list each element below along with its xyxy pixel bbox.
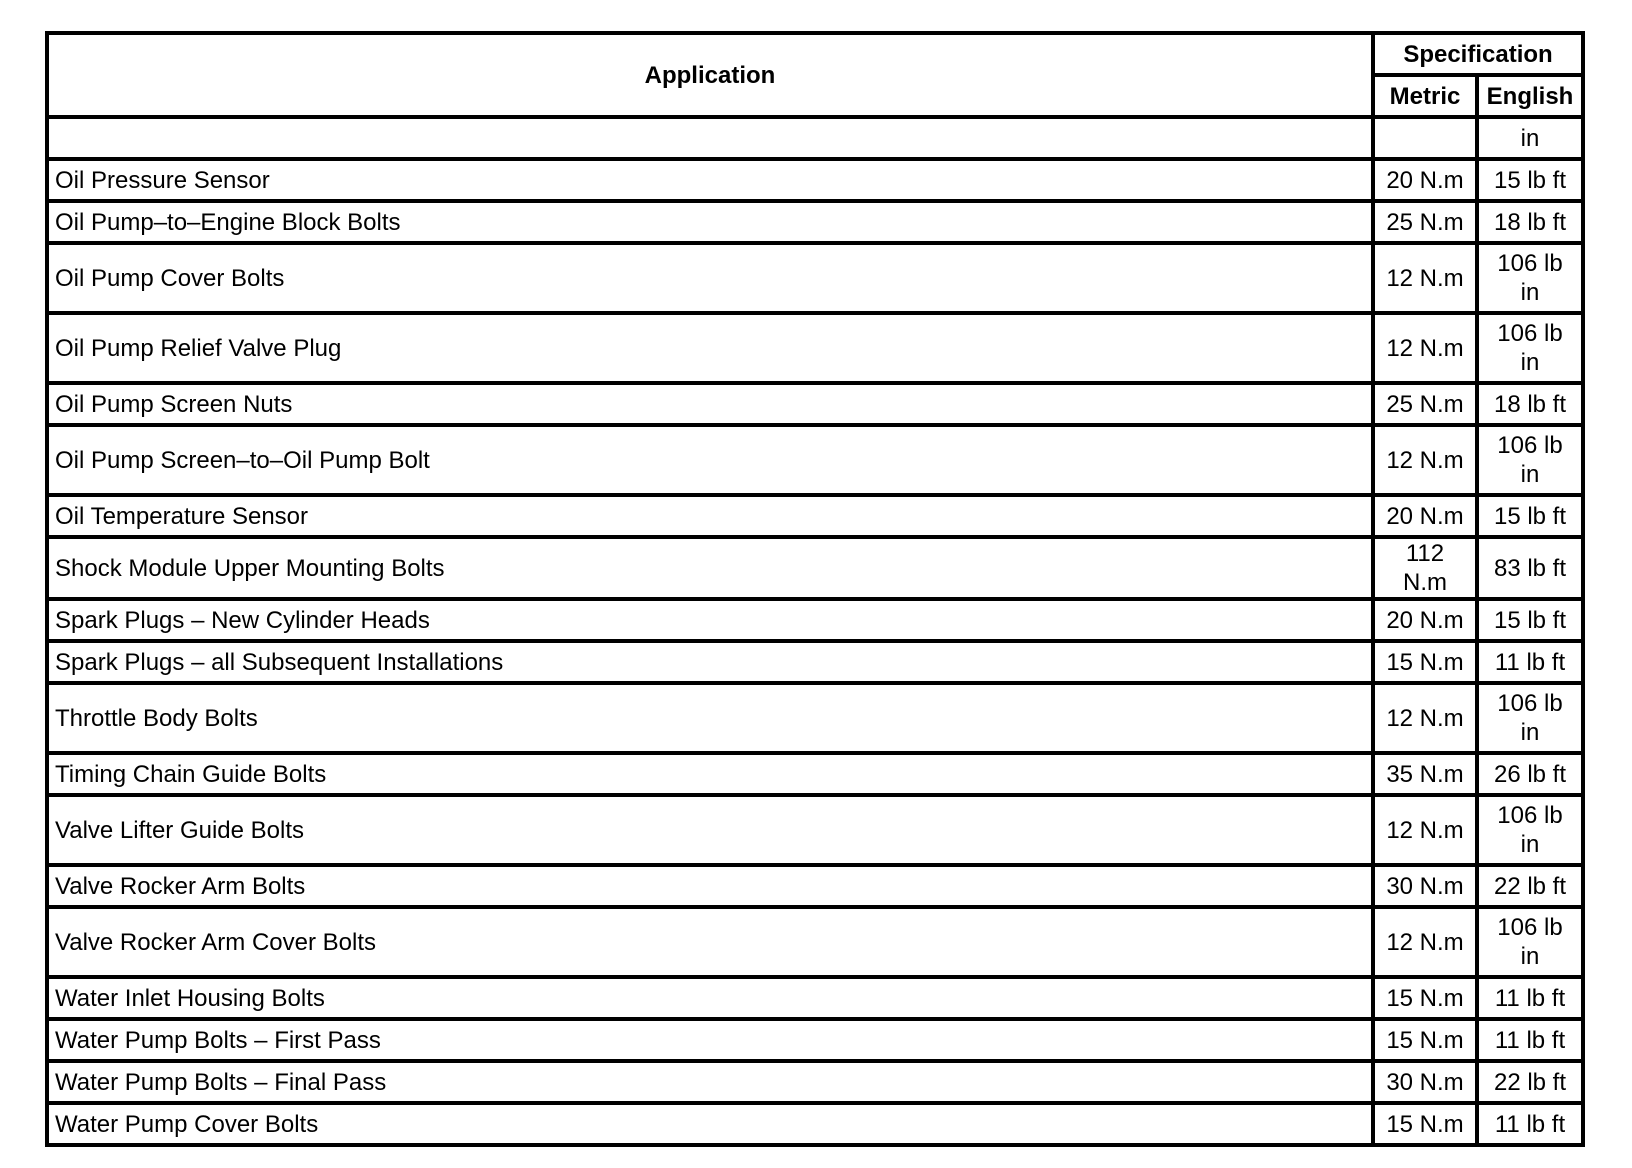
table-row <box>47 1103 1583 1145</box>
row-application: Water Pump Bolts – Final Pass <box>47 1061 1373 1103</box>
row-application: Oil Pressure Sensor <box>47 159 1373 201</box>
table-row <box>47 907 1583 977</box>
row-application: Throttle Body Bolts <box>47 683 1373 753</box>
row-metric: 20 N.m <box>1373 599 1477 641</box>
table-row <box>47 1019 1583 1061</box>
row-metric: 25 N.m <box>1373 383 1477 425</box>
row-application: Oil Pump Cover Bolts <box>47 243 1373 313</box>
row-english: 18 lb ft <box>1477 383 1583 425</box>
header-application: Application <box>47 33 1373 117</box>
row-application: Water Inlet Housing Bolts <box>47 977 1373 1019</box>
row-application: Water Pump Cover Bolts <box>47 1103 1373 1145</box>
row-application: Valve Rocker Arm Cover Bolts <box>47 907 1373 977</box>
subheader-row <box>47 117 1583 159</box>
row-application: Oil Pump–to–Engine Block Bolts <box>47 201 1373 243</box>
row-metric: 30 N.m <box>1373 1061 1477 1103</box>
row-english: 106 lb in <box>1477 907 1583 977</box>
row-english: 15 lb ft <box>1477 159 1583 201</box>
row-metric: 30 N.m <box>1373 865 1477 907</box>
subheader-metric <box>1373 117 1477 159</box>
row-application: Timing Chain Guide Bolts <box>47 753 1373 795</box>
row-metric: 12 N.m <box>1373 795 1477 865</box>
table-row <box>47 683 1583 753</box>
row-english: 22 lb ft <box>1477 865 1583 907</box>
header-english: English <box>1477 75 1583 117</box>
row-application: Water Pump Bolts – First Pass <box>47 1019 1373 1061</box>
table-row <box>47 795 1583 865</box>
row-metric: 35 N.m <box>1373 753 1477 795</box>
row-english: 15 lb ft <box>1477 495 1583 537</box>
row-english: 11 lb ft <box>1477 641 1583 683</box>
subheader-application <box>47 117 1373 159</box>
row-metric: 12 N.m <box>1373 425 1477 495</box>
table-row <box>47 383 1583 425</box>
row-english: 15 lb ft <box>1477 599 1583 641</box>
row-metric: 25 N.m <box>1373 201 1477 243</box>
row-application: Oil Pump Screen Nuts <box>47 383 1373 425</box>
torque-spec-table <box>45 31 1585 1147</box>
row-english: 26 lb ft <box>1477 753 1583 795</box>
row-english: 22 lb ft <box>1477 1061 1583 1103</box>
table-row <box>47 1061 1583 1103</box>
row-metric: 20 N.m <box>1373 495 1477 537</box>
row-metric: 12 N.m <box>1373 907 1477 977</box>
row-application: Oil Temperature Sensor <box>47 495 1373 537</box>
row-metric: 12 N.m <box>1373 313 1477 383</box>
table-row <box>47 425 1583 495</box>
table-row <box>47 537 1583 599</box>
row-application: Valve Rocker Arm Bolts <box>47 865 1373 907</box>
row-application: Oil Pump Screen–to–Oil Pump Bolt <box>47 425 1373 495</box>
table-row <box>47 753 1583 795</box>
table-row <box>47 159 1583 201</box>
table-row <box>47 243 1583 313</box>
row-english: 106 lb in <box>1477 795 1583 865</box>
row-english: 83 lb ft <box>1477 537 1583 599</box>
row-metric: 15 N.m <box>1373 1103 1477 1145</box>
row-metric: 15 N.m <box>1373 977 1477 1019</box>
row-english: 18 lb ft <box>1477 201 1583 243</box>
row-metric: 20 N.m <box>1373 159 1477 201</box>
subheader-english: in <box>1477 117 1583 159</box>
row-metric: 12 N.m <box>1373 683 1477 753</box>
row-application: Spark Plugs – all Subsequent Installations <box>47 641 1373 683</box>
row-application: Valve Lifter Guide Bolts <box>47 795 1373 865</box>
row-metric: 12 N.m <box>1373 243 1477 313</box>
row-english: 11 lb ft <box>1477 1103 1583 1145</box>
row-english: 11 lb ft <box>1477 1019 1583 1061</box>
row-metric: 15 N.m <box>1373 641 1477 683</box>
row-metric: 112 N.m <box>1373 537 1477 599</box>
header-specification: Specification <box>1373 33 1583 75</box>
row-application: Spark Plugs – New Cylinder Heads <box>47 599 1373 641</box>
table-row <box>47 313 1583 383</box>
row-english: 11 lb ft <box>1477 977 1583 1019</box>
table-row <box>47 641 1583 683</box>
row-english: 106 lb in <box>1477 313 1583 383</box>
row-application: Shock Module Upper Mounting Bolts <box>47 537 1373 599</box>
table-row <box>47 201 1583 243</box>
table-row <box>47 495 1583 537</box>
row-application: Oil Pump Relief Valve Plug <box>47 313 1373 383</box>
row-english: 106 lb in <box>1477 425 1583 495</box>
row-english: 106 lb in <box>1477 243 1583 313</box>
table-row <box>47 599 1583 641</box>
row-metric: 15 N.m <box>1373 1019 1477 1061</box>
table-row <box>47 977 1583 1019</box>
header-metric: Metric <box>1373 75 1477 117</box>
row-english: 106 lb in <box>1477 683 1583 753</box>
table-row <box>47 865 1583 907</box>
